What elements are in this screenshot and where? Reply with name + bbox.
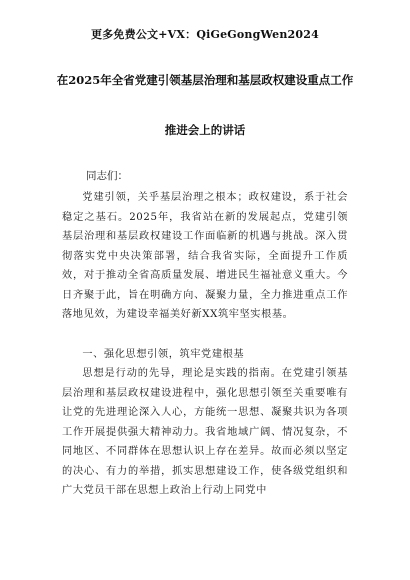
promo-banner: 更多免费公文+VX：QiGeGongWen2024 [91,28,319,41]
document-title-line-2: 推进会上的讲话 [164,123,246,137]
salutation: 同志们： [86,170,128,182]
document-title-line-1: 在2025年全省党建引领基层治理和基层政权建设重点工作 [56,73,354,87]
section-heading-1: 一、强化思想引领，筑牢党建根基 [82,349,245,360]
paragraph-section-1: 思想是行动的先导，理论是实践的指南。在党建引领基层治理和基层政权建设进程中，强化思想引领至关重要唯有让党的先进理论深入人心，方能统一思想、凝聚共识为各项工作开展提供强大精神动力。我省地域广阔、情况复杂，不同地区、不同群体在思想认识上存在差异。故而必须以坚定的决心、有力的举措，抓实思想建设工作，使各级党组织和广大党员干部在思想上政治上行动上同党中 [62,368,348,496]
paragraph-intro: 党建引领，关乎基层治理之根本；政权建设，系于社会稳定之基石。2025年，我省站在新的发展起点，党建引领基层治理和基层政权建设工作面临新的机遇与挑战。深入贯彻落实党中央决策部署，结合我省实际，全面提升工作质效，对于推动全省高质量发展、增进民生福祉意义重大。今日齐聚于此，旨在明确方向、凝聚力量，全力推进重点工作落地见效，为建设幸福美好新XX筑牢坚实根基。 [62,192,348,320]
